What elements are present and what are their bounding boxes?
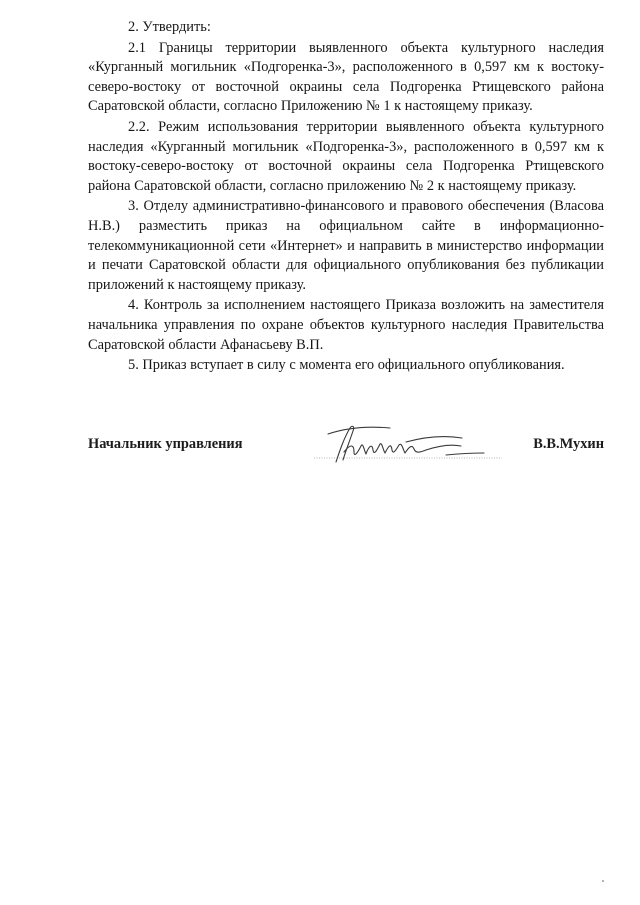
paragraph-2-2-usage-regime: 2.2. Режим использования территории выявленного объекта культурного наследия «Курганный могильник «Подгоренка-3», расположенного в 0,597 км к востоку-северо-востоку от восточной окраины села Подгоренка Ртищевского района Саратовской области, согласно приложению № 2 к настоящему приказу.: [88, 118, 604, 194]
handwritten-signature: [306, 422, 506, 470]
signer-position: Начальник управления: [88, 436, 243, 452]
paragraph-2-1-boundaries: 2.1 Границы территории выявленного объекта культурного наследия «Курганный могильник «Подгоренка-3», расположенного в 0,597 км к востоку-северо-востоку от восточной окраины села Подгоренка Ртищевского района Саратовской области, согласно Приложению № 1 к настоящему приказу.: [88, 39, 604, 115]
paragraph-3-publication: 3. Отделу административно-финансового и правового обеспечения (Власова Н.В.) разместить приказ на официальном сайте в информационно-телекоммуникационной сети «Интернет» и направить в министерство информации и печати Саратовской области для официального опубликования без публикации приложений к настоящему приказу.: [88, 198, 604, 293]
document-body: [88, 18, 604, 376]
paragraph-5-entry-into-force: 5. Приказ вступает в силу с момента его официального опубликования.: [128, 357, 565, 374]
scan-speck: [602, 880, 604, 882]
signer-name: В.В.Мухин: [533, 436, 604, 452]
paragraph-4-control: 4. Контроль за исполнением настоящего Приказа возложить на заместителя начальника управления по охране объектов культурного наследия Правительства Саратовской области Афанасьеву В.П.: [88, 297, 604, 353]
signature-block: [88, 422, 604, 472]
paragraph-approve: 2. Утвердить:: [128, 19, 211, 35]
